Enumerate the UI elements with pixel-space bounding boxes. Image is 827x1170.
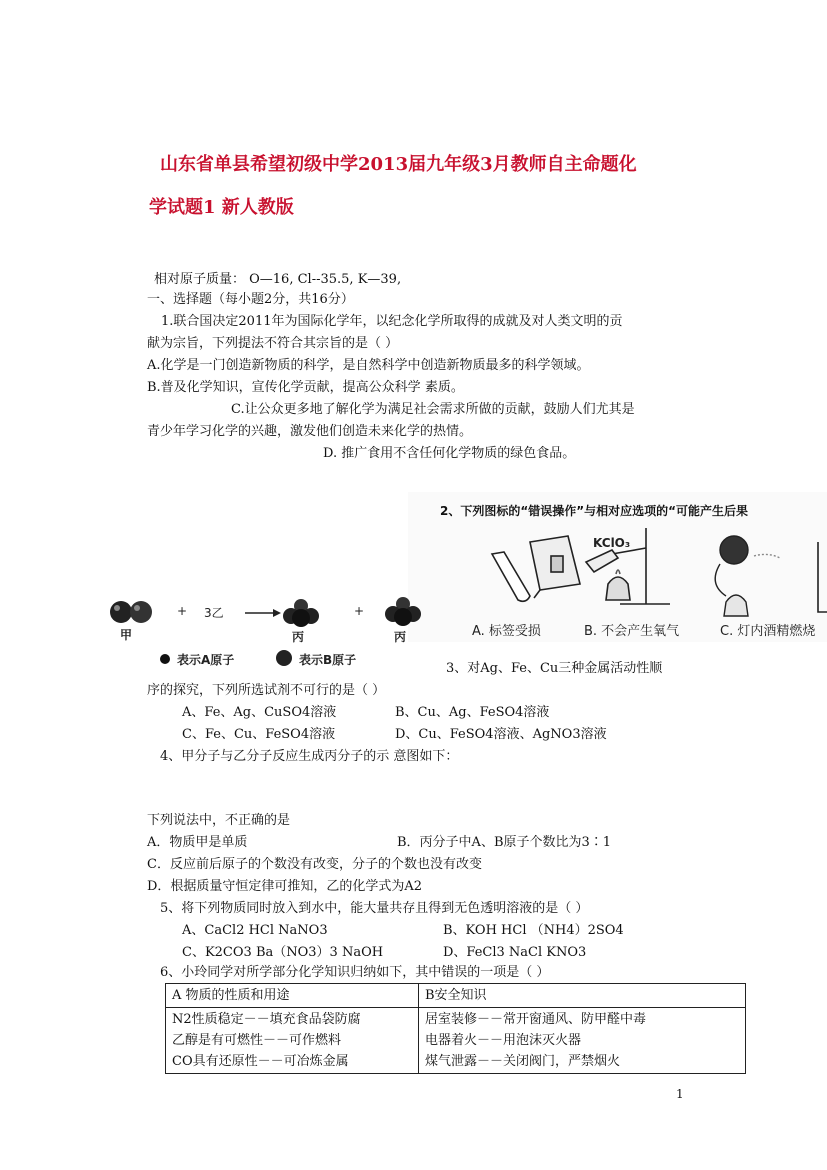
q3-option-d: D、Cu、FeSO4溶液、AgNO3溶液 [395, 727, 607, 742]
q1-option-a: A.化学是一门创造新物质的科学，是自然科学中创造新物质最多的科学领域。 [147, 358, 590, 373]
q4-option-a: A．物质甲是单质 [147, 835, 248, 850]
atom-a-legend-icon [160, 654, 170, 664]
q4-reaction-diagram [103, 590, 428, 670]
q2-label-c: C. 灯内酒精燃烧 [720, 624, 816, 639]
atom-b-legend-icon [276, 650, 292, 666]
label-bing-1: 丙 [292, 630, 305, 644]
legend-a-text: 表示A原子 [177, 653, 235, 667]
q1-option-c-line1: C.让公众更多地了解化学为满足社会需求所做的贡献，鼓励人们尤其是 [231, 402, 635, 417]
table-header-a: A 物质的性质和用途 [166, 984, 419, 1008]
q4-stem: 4、甲分子与乙分子反应生成丙分子的示 意图如下： [160, 749, 459, 764]
coefficient-label: 3乙 [204, 606, 224, 620]
q1-option-b: B.普及化学知识，宣传化学贡献，提高公众科学 素质。 [147, 380, 464, 395]
table-cell-b [419, 1008, 746, 1074]
q4-option-c: C．反应前后原子的个数没有改变，分子的个数也没有改变 [147, 857, 482, 872]
q2-label-a: A. 标签受损 [472, 624, 541, 639]
q3-stem-line1: 3、对Ag、Fe、Cu三种金属活动性顺 [446, 661, 663, 676]
page-number: 1 [676, 1087, 684, 1101]
legend-b-text: 表示B原子 [299, 653, 357, 667]
label-bing-2: 丙 [394, 630, 407, 644]
q1-stem-line1: 1.联合国决定2011年为国际化学年，以纪念化学所取得的成就及对人类文明的贡 [161, 314, 623, 329]
list-item: 乙醇是有可燃性－－可作燃料 [172, 1033, 342, 1048]
q2-figure [408, 492, 827, 642]
section-heading: 一、选择题（每小题2分，共16分） [147, 292, 354, 307]
label-jia: 甲 [120, 628, 133, 642]
q1-stem-line2: 献为宗旨，下列提法不符合其宗旨的是（ ） [147, 336, 399, 351]
q5-option-d: D、FeCl3 NaCl KNO3 [443, 945, 587, 960]
kclo3-label: KClO₃ [593, 536, 631, 550]
knowledge-table [165, 983, 746, 1074]
molecule-drawing [103, 590, 428, 670]
plus-sign: + [177, 604, 188, 618]
molecule-jia-icon [110, 601, 152, 623]
q1-option-c-line2: 青少年学习化学的兴趣，激发他们创造未来化学的热情。 [147, 424, 473, 439]
q3-stem-line2: 序的探究，下列所选试剂不可行的是（ ） [147, 683, 386, 698]
list-item: 居室装修－－常开窗通风、防甲醛中毒 [425, 1012, 647, 1027]
molecule-bing-icon [283, 599, 319, 627]
table-cell-a [166, 1008, 419, 1074]
q5-stem: 5、将下列物质同时放入到水中，能大量共存且得到无色透明溶液的是（ ） [160, 901, 589, 916]
q5-option-b: B、KOH HCl （NH4）2SO4 [443, 923, 624, 938]
q2-label-b: B. 不会产生氧气 [584, 624, 680, 639]
table-row [166, 1008, 746, 1074]
list-item: N2性质稳定－－填充食品袋防腐 [172, 1012, 361, 1027]
table-header-row [166, 984, 746, 1008]
page-title-line2: 学试题1 新人教版 [149, 197, 294, 218]
q4-option-d: D．根据质量守恒定律可推知，乙的化学式为A2 [147, 879, 423, 894]
q5-option-a: A、CaCl2 HCl NaNO3 [182, 923, 328, 938]
q3-option-a: A、Fe、Ag、CuSO4溶液 [182, 705, 337, 720]
q2-caption: 2、下列图标的“错误操作”与相对应选项的“可能产生后果 [440, 504, 749, 518]
q1-option-d: D. 推广食用不含任何化学物质的绿色食品。 [323, 446, 576, 461]
q6-stem: 6、小玲同学对所学部分化学知识归纳如下，其中错误的一项是（ ） [160, 965, 550, 980]
q5-option-c: C、K2CO3 Ba（NO3）3 NaOH [182, 945, 384, 960]
page-title-line1: 山东省单县希望初级中学2013届九年级3月教师自主命题化 [160, 154, 637, 175]
q3-option-c: C、Fe、Cu、FeSO4溶液 [182, 727, 336, 742]
table-header-b: B安全知识 [419, 984, 746, 1008]
q4-prompt: 下列说法中，不正确的是 [147, 813, 291, 828]
list-item: CO具有还原性－－可冶炼金属 [172, 1054, 349, 1069]
plus-sign: + [354, 604, 365, 618]
atomic-mass-note: 相对原子质量： O—16, Cl--35.5, K—39, [154, 272, 402, 287]
q4-option-b: B．丙分子中A、B原子个数比为3∶1 [397, 835, 612, 850]
molecule-bing-icon [385, 597, 421, 626]
q3-option-b: B、Cu、Ag、FeSO4溶液 [395, 705, 550, 720]
list-item: 煤气泄露－－关闭阀门，严禁烟火 [425, 1054, 621, 1069]
list-item: 电器着火－－用泡沫灭火器 [425, 1033, 582, 1048]
